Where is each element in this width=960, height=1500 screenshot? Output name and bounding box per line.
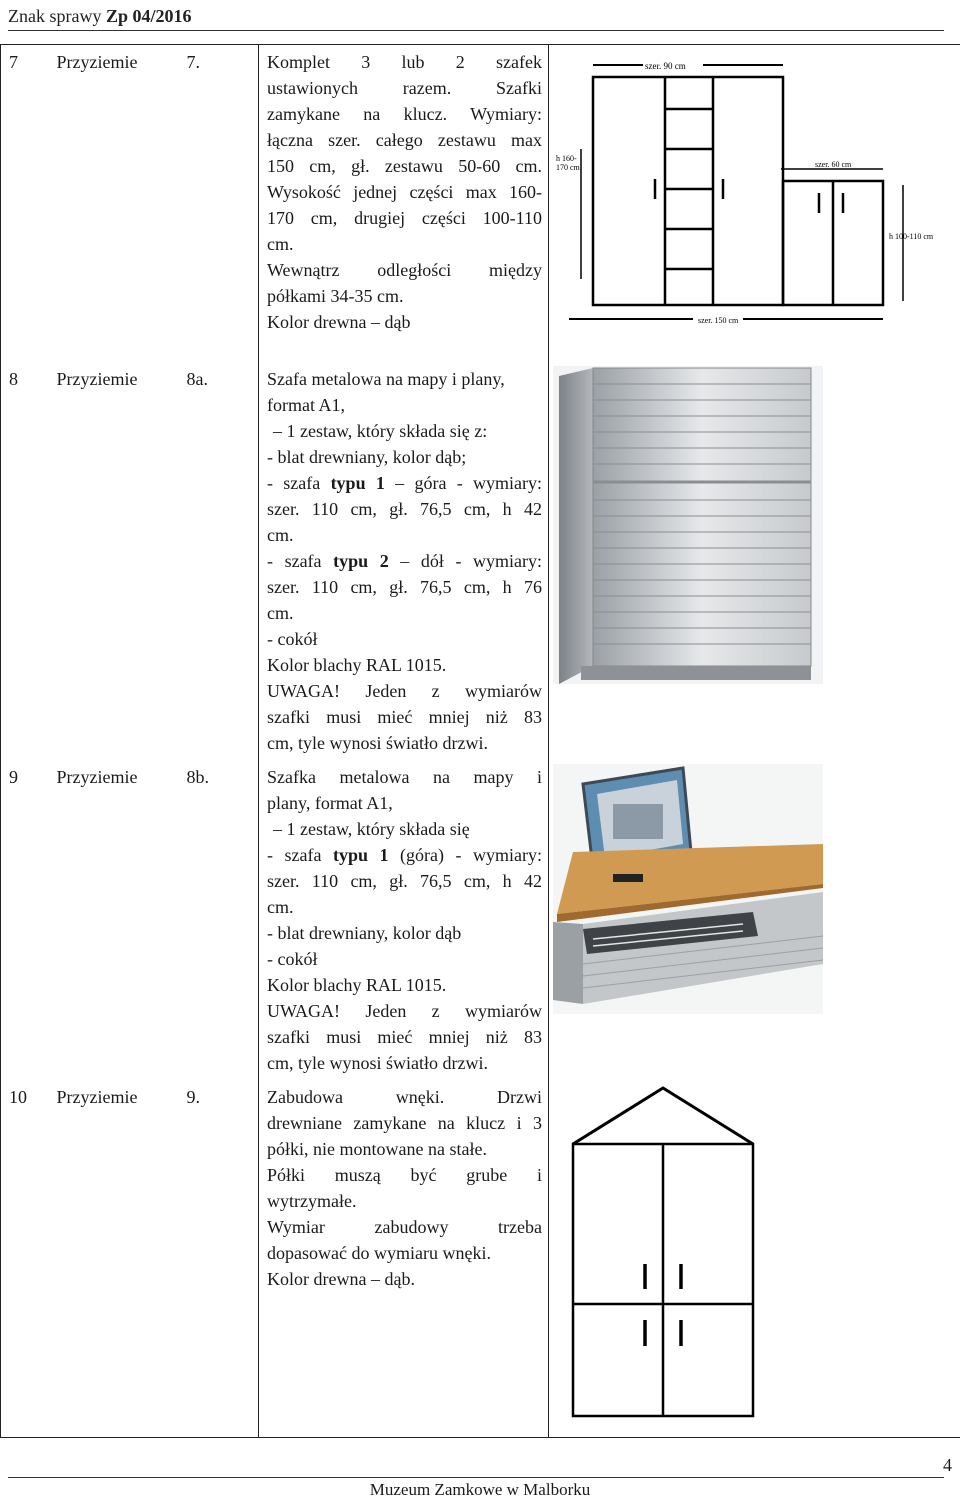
- desc-line: drewniane zamykane na klucz i 3: [267, 1110, 542, 1136]
- row-description: [259, 760, 549, 1080]
- desc-line: Szafka metalowa na mapy i: [267, 764, 542, 790]
- row-image: [549, 760, 960, 1080]
- desc-line: ustawionych razem. Szafki: [267, 75, 542, 101]
- row-item: 7.: [179, 45, 259, 363]
- desc-line: - blat drewniany, kolor dąb: [267, 920, 542, 946]
- desc-line: [267, 470, 542, 496]
- case-number: Zp 04/2016: [106, 6, 192, 26]
- desc-line: – 1 zestaw, który składa się z:: [267, 418, 542, 444]
- cabinet-set-drawing: [553, 49, 953, 349]
- desc-line: Kolor drewna – dąb: [267, 309, 542, 335]
- row-item: 8a.: [179, 362, 259, 760]
- desc-line: Zabudowa wnęki. Drzwi: [267, 1084, 542, 1110]
- desc-fragment-bold: typu 2: [333, 551, 389, 571]
- desc-line: cm, tyle wynosi światło drzwi.: [267, 730, 542, 756]
- map-drawer-photo: [553, 764, 823, 1014]
- row-image: [549, 362, 960, 760]
- desc-line: Szafa metalowa na mapy i plany,: [267, 366, 542, 392]
- row-number: 10: [1, 1080, 49, 1438]
- table-row: [1, 45, 960, 363]
- desc-line: cm.: [267, 231, 542, 257]
- specification-table: [0, 44, 960, 1438]
- desc-line: plany, format A1,: [267, 790, 542, 816]
- table-row: [1, 760, 960, 1080]
- desc-line: 150 cm, gł. zestawu 50-60 cm.: [267, 153, 542, 179]
- desc-line: zamykane na klucz. Wymiary:: [267, 101, 542, 127]
- desc-line: [267, 842, 542, 868]
- desc-line: dopasować do wymiaru wnęki.: [267, 1240, 542, 1266]
- header-prefix: Znak sprawy: [8, 6, 101, 26]
- row-location: Przyziemie: [49, 1080, 179, 1438]
- desc-line: 170 cm, drugiej części 100-110: [267, 205, 542, 231]
- desc-line: półkami 34-35 cm.: [267, 283, 542, 309]
- map-cabinet-photo: [553, 366, 823, 684]
- desc-fragment: - szafa: [267, 551, 322, 571]
- table-row: [1, 362, 960, 760]
- desc-line: Kolor drewna – dąb.: [267, 1266, 542, 1292]
- row-description: [259, 362, 549, 760]
- footer-text: Muzeum Zamkowe w Malborku: [0, 1480, 960, 1500]
- row-image: [549, 45, 960, 363]
- dim-label-h1: h 160-: [556, 154, 577, 163]
- desc-line: - blat drewniany, kolor dąb;: [267, 444, 542, 470]
- dim-label-bottom: szer. 150 cm: [698, 316, 739, 325]
- desc-line: cm.: [267, 600, 542, 626]
- row-number: 7: [1, 45, 49, 363]
- header-rule: [8, 30, 944, 31]
- desc-line: szafki musi mieć mniej niż 83: [267, 1024, 542, 1050]
- desc-line: szer. 110 cm, gł. 76,5 cm, h 42: [267, 868, 542, 894]
- row-item: 9.: [179, 1080, 259, 1438]
- desc-line: szer. 110 cm, gł. 76,5 cm, h 42: [267, 496, 542, 522]
- dim-label-h1b: 170 cm: [556, 163, 581, 172]
- row-location: Przyziemie: [49, 760, 179, 1080]
- row-number: 8: [1, 362, 49, 760]
- desc-fragment-bold: typu 1: [333, 845, 389, 865]
- desc-line: szafki musi mieć mniej niż 83: [267, 704, 542, 730]
- dim-label-top: szer. 90 cm: [645, 61, 686, 71]
- desc-line: [267, 548, 542, 574]
- desc-fragment: (góra) - wymiary:: [400, 845, 542, 865]
- desc-line: Kolor blachy RAL 1015.: [267, 972, 542, 998]
- desc-fragment: – dół - wymiary:: [400, 551, 542, 571]
- desc-line: Komplet 3 lub 2 szafek: [267, 49, 542, 75]
- footer-rule: [8, 1477, 944, 1478]
- table-row: [1, 1080, 960, 1438]
- desc-line: cm, tyle wynosi światło drzwi.: [267, 1050, 542, 1076]
- desc-line: – 1 zestaw, który składa się: [267, 816, 542, 842]
- desc-line: - cokół: [267, 626, 542, 652]
- row-item: 8b.: [179, 760, 259, 1080]
- dim-label-right-top: szer. 60 cm: [815, 160, 852, 169]
- desc-line: format A1,: [267, 392, 542, 418]
- desc-line: - cokół: [267, 946, 542, 972]
- page-header: [8, 6, 192, 27]
- desc-line: szer. 110 cm, gł. 76,5 cm, h 76: [267, 574, 542, 600]
- desc-fragment: – góra - wymiary:: [395, 473, 542, 493]
- desc-line: wytrzymałe.: [267, 1188, 542, 1214]
- dim-label-h2: h 100-110 cm: [889, 232, 934, 241]
- desc-line: Kolor blachy RAL 1015.: [267, 652, 542, 678]
- row-number: 9: [1, 760, 49, 1080]
- wardrobe-drawing: [553, 1084, 953, 1424]
- row-description: [259, 45, 549, 363]
- desc-line: UWAGA! Jeden z wymiarów: [267, 998, 542, 1024]
- desc-line: cm.: [267, 894, 542, 920]
- desc-line: Wysokość jednej części max 160-: [267, 179, 542, 205]
- row-location: Przyziemie: [49, 362, 179, 760]
- desc-line: Wewnątrz odległości między: [267, 257, 542, 283]
- desc-line: cm.: [267, 522, 542, 548]
- desc-line: Wymiar zabudowy trzeba: [267, 1214, 542, 1240]
- page-number: 4: [943, 1455, 952, 1476]
- desc-line: półki, nie montowane na stałe.: [267, 1136, 542, 1162]
- row-location: Przyziemie: [49, 45, 179, 363]
- desc-line: Półki muszą być grube i: [267, 1162, 542, 1188]
- desc-line: UWAGA! Jeden z wymiarów: [267, 678, 542, 704]
- desc-fragment: - szafa: [267, 845, 321, 865]
- row-description: [259, 1080, 549, 1438]
- desc-fragment-bold: typu 1: [331, 473, 385, 493]
- desc-line: łączna szer. całego zestawu max: [267, 127, 542, 153]
- row-image: [549, 1080, 960, 1438]
- desc-fragment: - szafa: [267, 473, 320, 493]
